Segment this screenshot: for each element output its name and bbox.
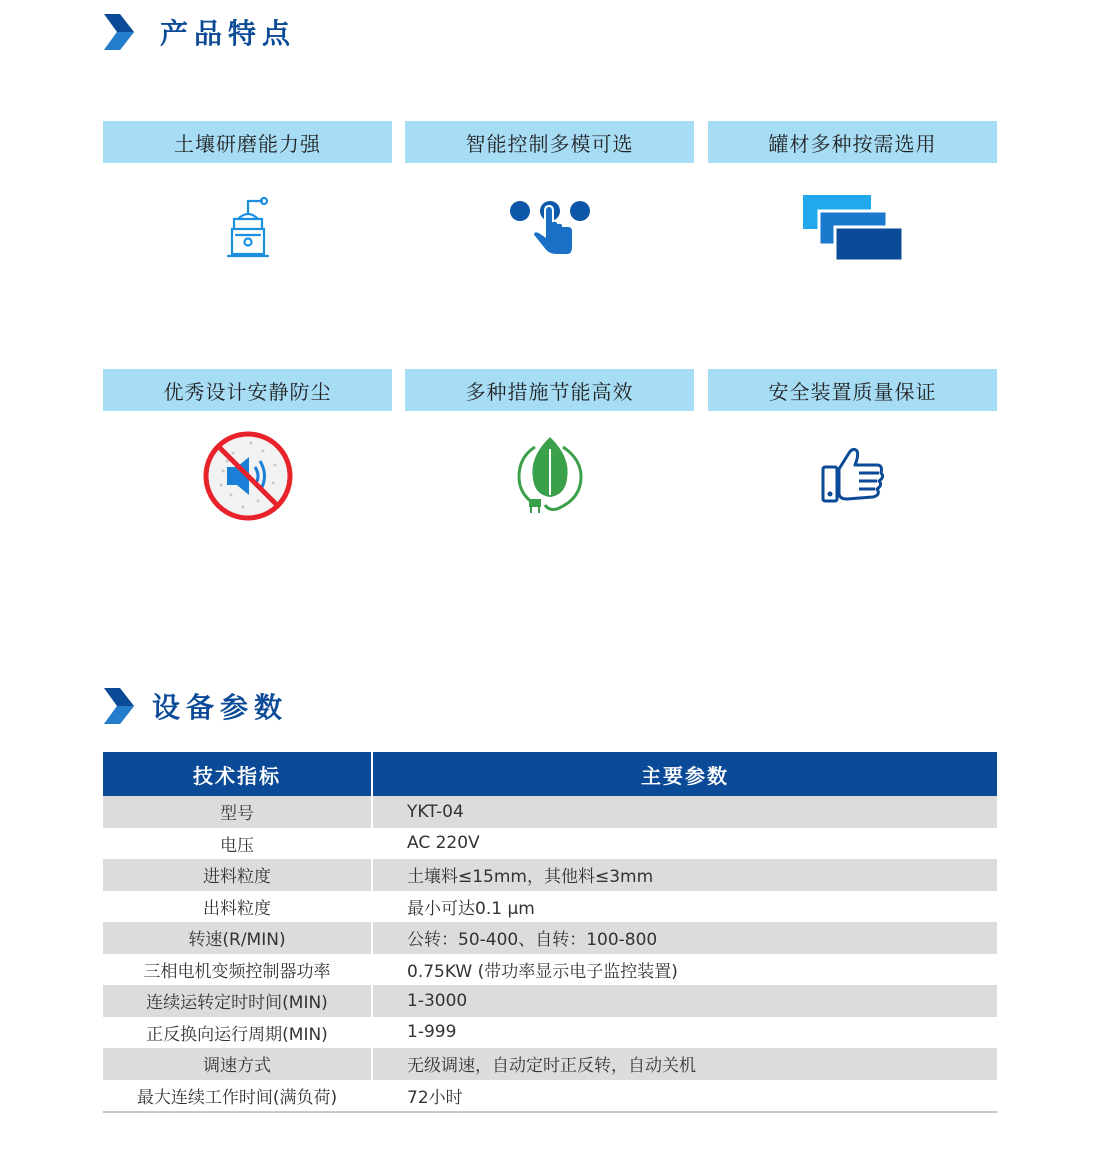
- table-row: [103, 954, 997, 986]
- spec-value: 最小可达0.1 μm: [407, 898, 535, 919]
- spec-key: 型号: [103, 796, 372, 828]
- spec-key: 出料粒度: [103, 891, 372, 923]
- table-row: [103, 1080, 997, 1113]
- feature-label: 智能控制多模可选: [405, 121, 694, 163]
- spec-key: 进料粒度: [103, 859, 372, 891]
- table-row: [103, 891, 997, 923]
- spec-key: 电压: [103, 828, 372, 860]
- spec-value: 0.75KW (带功率显示电子监控装置): [407, 961, 678, 982]
- spec-key: 连续运转定时时间(MIN): [103, 985, 372, 1017]
- params-heading: [104, 686, 288, 726]
- table-row: [103, 796, 997, 828]
- feature-label: 多种措施节能高效: [405, 369, 694, 411]
- column-header-value: 主要参数: [372, 752, 997, 796]
- spec-value: 1-999: [407, 1022, 457, 1043]
- feature-card: [708, 121, 997, 163]
- touch-control-icon: [509, 198, 591, 256]
- stacked-materials-icon: [803, 195, 903, 261]
- chevron-right-icon: [104, 14, 134, 50]
- feature-label: 罐材多种按需选用: [708, 121, 997, 163]
- column-header-spec: 技术指标: [103, 752, 372, 796]
- grinder-icon: [224, 195, 272, 259]
- eco-leaf-plug-icon: [515, 435, 585, 515]
- spec-key: 调速方式: [103, 1048, 372, 1080]
- spec-key: 三相电机变频控制器功率: [103, 954, 372, 986]
- feature-card: [405, 121, 694, 163]
- feature-card: [103, 369, 392, 411]
- table-row: [103, 1017, 997, 1049]
- table-row: [103, 859, 997, 891]
- table-row: [103, 1048, 997, 1080]
- feature-label: 安全装置质量保证: [708, 369, 997, 411]
- spec-value: 1-3000: [372, 985, 997, 1017]
- feature-label: 优秀设计安静防尘: [103, 369, 392, 411]
- spec-value: 土壤料≤15mm，其他料≤3mm: [372, 859, 997, 891]
- spec-table: [103, 752, 997, 1113]
- feature-card: [103, 121, 392, 163]
- table-header-row: [103, 752, 997, 796]
- spec-value: 72小时: [372, 1080, 997, 1113]
- spec-value: 公转：50-400、自转：100-800: [372, 922, 997, 954]
- spec-key: 正反换向运行周期(MIN): [103, 1017, 372, 1049]
- table-row: [103, 828, 997, 860]
- features-heading: [104, 12, 296, 52]
- feature-card: [405, 369, 694, 411]
- spec-value: YKT-04: [372, 796, 997, 828]
- chevron-right-icon: [104, 688, 134, 724]
- spec-value: AC 220V: [407, 833, 480, 854]
- feature-card: [708, 369, 997, 411]
- table-row: [103, 922, 997, 954]
- no-sound-icon: [203, 431, 293, 521]
- spec-key: 转速(R/MIN): [103, 922, 372, 954]
- features-title: 产品特点: [160, 17, 297, 50]
- thumbs-up-icon: [821, 447, 885, 503]
- params-title: 设备参数: [152, 691, 289, 724]
- spec-key: 最大连续工作时间(满负荷): [103, 1080, 372, 1113]
- table-row: [103, 985, 997, 1017]
- spec-value: 无级调速，自动定时正反转，自动关机: [372, 1048, 997, 1080]
- feature-label: 土壤研磨能力强: [103, 121, 392, 163]
